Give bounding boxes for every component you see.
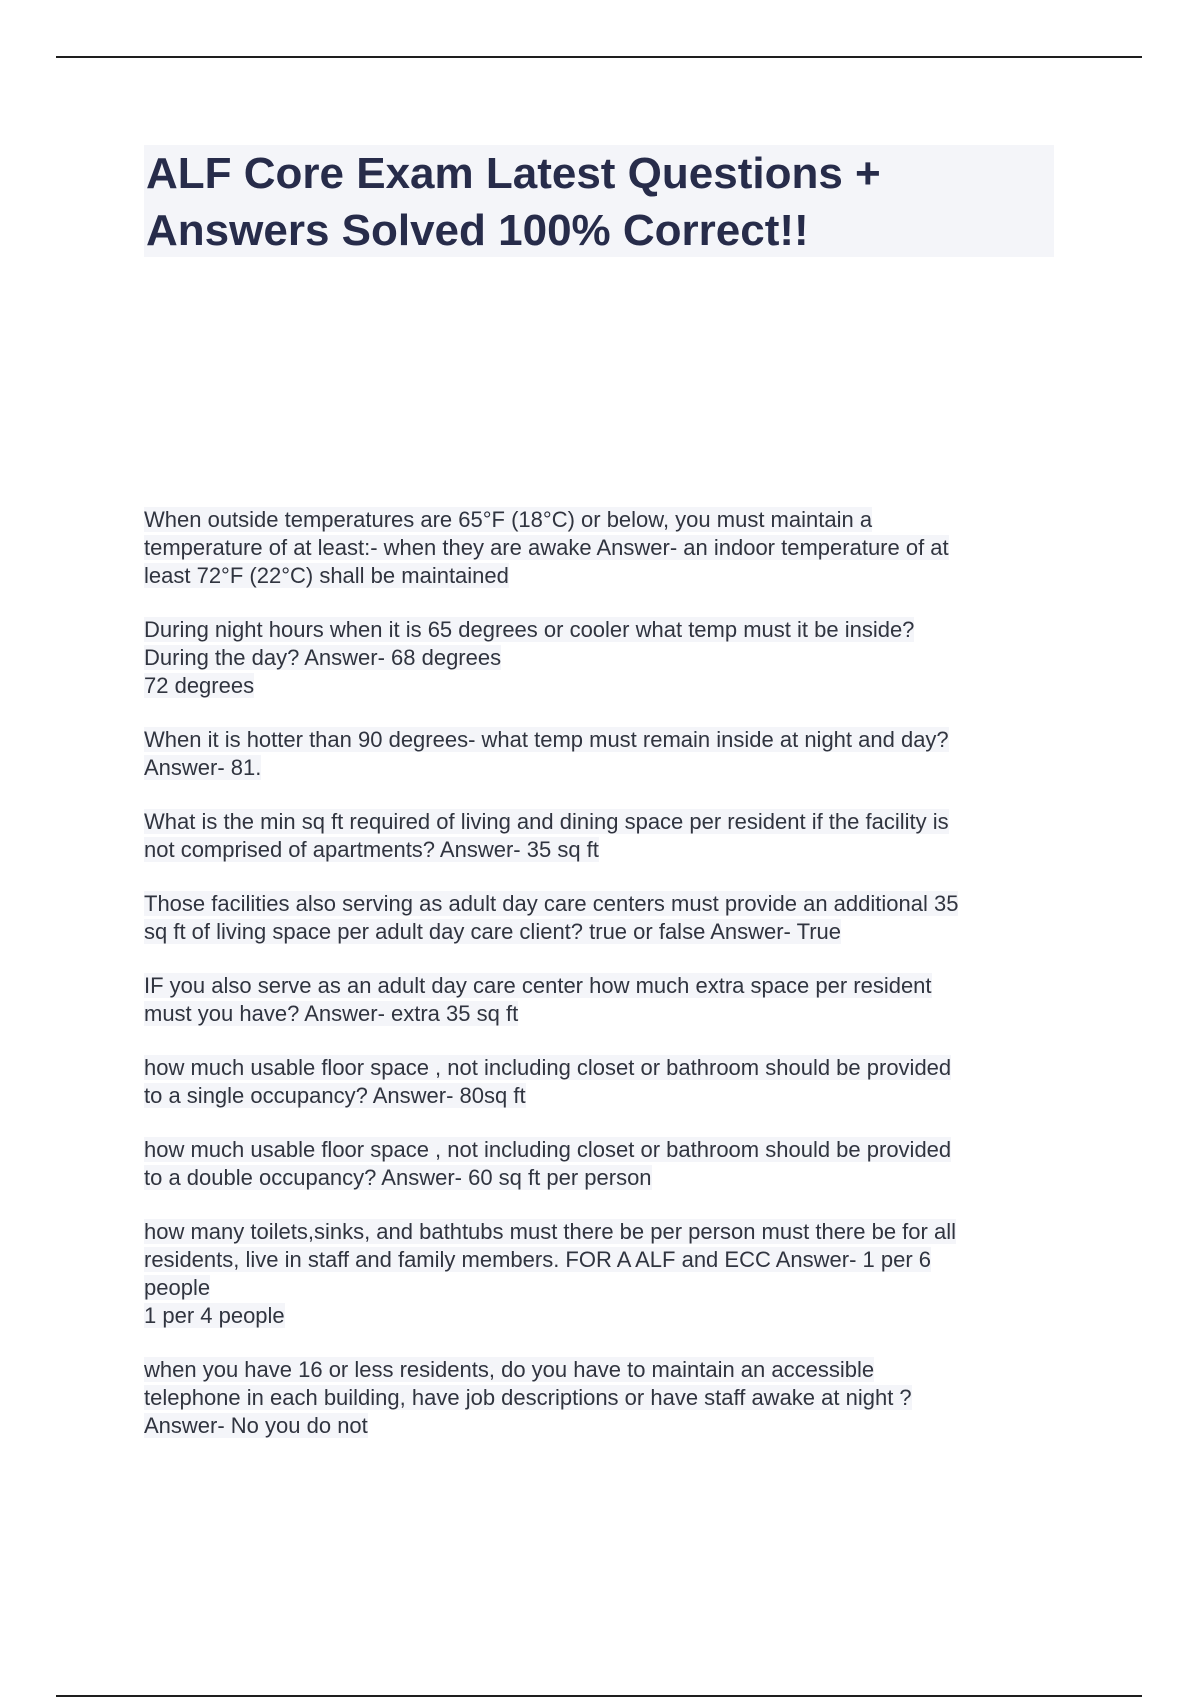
qa-line: What is the min sq ft required of living and dining space per resident if the facility is xyxy=(144,809,949,834)
qa-line: telephone in each building, have job descriptions or have staff awake at night ? xyxy=(144,1385,912,1410)
bottom-rule xyxy=(56,1695,1142,1697)
qa-entry xyxy=(144,616,1064,700)
qa-entry xyxy=(144,808,1064,864)
qa-line: During the day? Answer- 68 degrees xyxy=(144,645,502,670)
qa-line: how much usable floor space , not including closet or bathroom should be provided xyxy=(144,1137,952,1162)
qa-entry xyxy=(144,1136,1064,1192)
qa-line: residents, live in staff and family members. FOR A ALF and ECC Answer- 1 per 6 xyxy=(144,1247,932,1272)
qa-entry xyxy=(144,1218,1064,1330)
qa-entry xyxy=(144,1054,1064,1110)
title-line: ALF Core Exam Latest Questions + xyxy=(146,149,881,198)
qa-line: Answer- No you do not xyxy=(144,1413,368,1438)
qa-line: must you have? Answer- extra 35 sq ft xyxy=(144,1001,519,1026)
qa-line: when you have 16 or less residents, do you have to maintain an accessible xyxy=(144,1357,875,1382)
qa-line: Those facilities also serving as adult day care centers must provide an additional 35 xyxy=(144,891,959,916)
qa-line: When it is hotter than 90 degrees- what temp must remain inside at night and day? xyxy=(144,727,949,752)
qa-line: Answer- 81. xyxy=(144,755,262,780)
qa-list xyxy=(144,506,1064,1466)
document-title xyxy=(146,145,1046,259)
qa-entry xyxy=(144,1356,1064,1440)
qa-line: IF you also serve as an adult day care center how much extra space per resident xyxy=(144,973,932,998)
qa-line: least 72°F (22°C) shall be maintained xyxy=(144,563,509,588)
qa-line: 1 per 4 people xyxy=(144,1303,285,1328)
top-rule xyxy=(56,56,1142,58)
qa-entry xyxy=(144,506,1064,590)
qa-entry xyxy=(144,972,1064,1028)
qa-entry xyxy=(144,726,1064,782)
qa-line: sq ft of living space per adult day care client? true or false Answer- True xyxy=(144,919,842,944)
qa-line: to a single occupancy? Answer- 80sq ft xyxy=(144,1083,526,1108)
qa-line: During night hours when it is 65 degrees or cooler what temp must it be inside? xyxy=(144,617,915,642)
qa-line: to a double occupancy? Answer- 60 sq ft per person xyxy=(144,1165,652,1190)
qa-line: how many toilets,sinks, and bathtubs must there be per person must there be for all xyxy=(144,1219,956,1244)
title-line: Answers Solved 100% Correct!! xyxy=(146,206,809,255)
qa-line: how much usable floor space , not including closet or bathroom should be provided xyxy=(144,1055,952,1080)
qa-line: people xyxy=(144,1275,211,1300)
qa-line: 72 degrees xyxy=(144,673,255,698)
qa-line: When outside temperatures are 65°F (18°C) or below, you must maintain a xyxy=(144,507,873,532)
qa-line: not comprised of apartments? Answer- 35 sq ft xyxy=(144,837,599,862)
qa-line: temperature of at least:- when they are awake Answer- an indoor temperature of at xyxy=(144,535,949,560)
qa-entry xyxy=(144,890,1064,946)
